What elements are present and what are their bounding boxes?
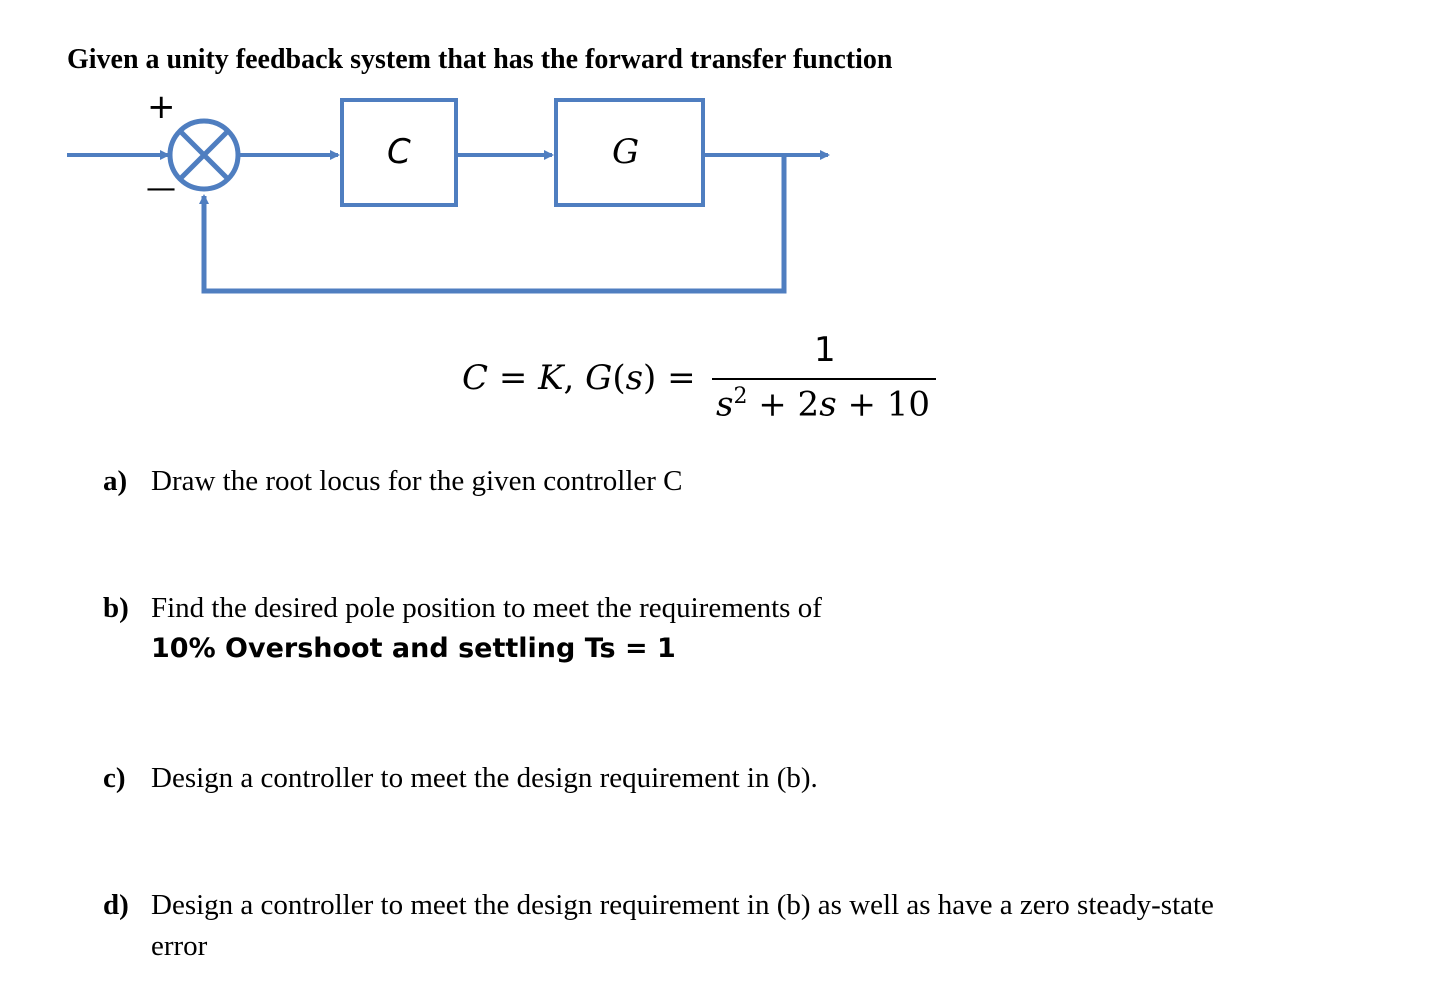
equals-sign: =: [488, 358, 539, 398]
question-text: Draw the root locus for the given controller C: [151, 465, 683, 497]
var-c: C: [462, 358, 489, 398]
controller-block-label: C: [387, 132, 411, 172]
question-b: [103, 592, 822, 625]
question-text: Design a controller to meet the design requirement in (b).: [151, 762, 818, 794]
summing-junction: [170, 121, 238, 189]
intro-heading: Given a unity feedback system that has the forward transfer function: [67, 44, 893, 75]
question-label: c): [103, 762, 126, 794]
block-diagram: [0, 0, 1450, 320]
question-label: a): [103, 465, 128, 497]
question-text: Design a controller to meet the design requirement in (b) as well as have a zero steady-state: [151, 889, 1214, 921]
comma: ,: [563, 358, 586, 398]
question-d: [103, 889, 1214, 922]
var-s: s: [625, 358, 644, 398]
fraction-numerator: 1: [814, 330, 836, 370]
plus-sign: +: [147, 87, 176, 127]
question-label: b): [103, 592, 129, 624]
var-k: K: [538, 358, 564, 398]
question-c: [103, 762, 818, 795]
den-term-1: + 2: [747, 384, 820, 425]
plant-block-label: G: [612, 132, 640, 172]
den-var-s: s: [716, 384, 734, 425]
fraction-denominator: [716, 384, 930, 424]
question-label: d): [103, 889, 129, 921]
transfer-function-equation: [462, 330, 942, 430]
question-text: Find the desired pole position to meet the requirements of: [151, 592, 822, 624]
den-exponent: 2: [733, 384, 748, 409]
fraction-bar: [712, 378, 936, 380]
paren-open: (: [612, 358, 626, 398]
question-d-continuation: error: [151, 930, 208, 962]
den-var-s-2: s: [819, 384, 837, 425]
minus-sign: —: [146, 171, 176, 206]
equals-sign-2: =: [656, 358, 696, 398]
den-term-2: + 10: [836, 384, 931, 425]
question-a: [103, 465, 683, 498]
var-g: G: [585, 358, 613, 398]
equation-lhs: [462, 358, 696, 398]
paren-close: ): [643, 358, 657, 398]
question-b-requirements: 10% Overshoot and settling Ts = 1: [151, 633, 676, 664]
